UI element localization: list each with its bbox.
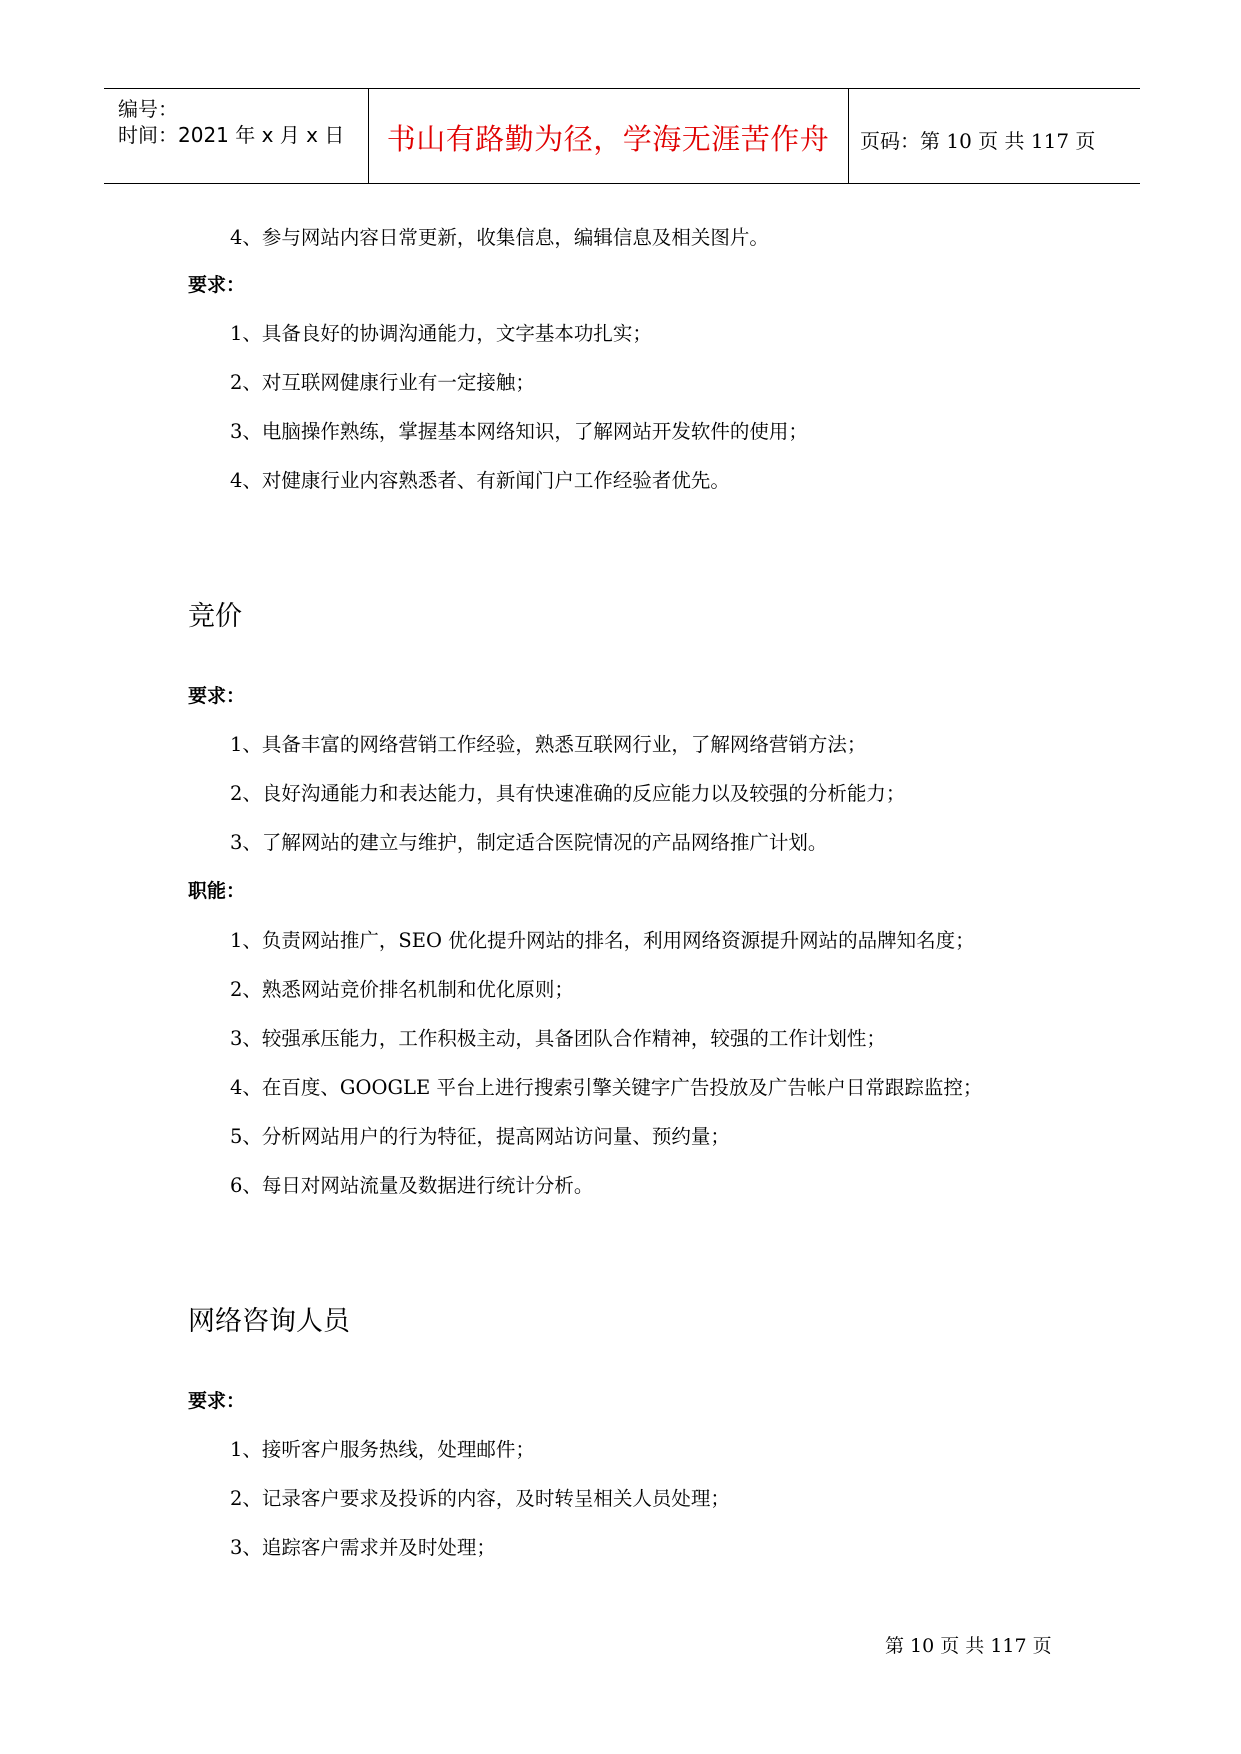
page-code: 页码：第 10 页 共 117 页 [860, 129, 1096, 153]
page-footer: 第 10 页 共 117 页 [885, 1635, 1052, 1657]
list-item: 2、对互联网健康行业有一定接触； [230, 371, 535, 394]
number-label: 编号： [118, 97, 178, 121]
list-item: 4、在百度、GOOGLE 平台上进行搜索引擎关键字广告投放及广告帐户日常跟踪监控； [230, 1076, 983, 1099]
list-item: 3、追踪客户需求并及时处理； [230, 1536, 496, 1559]
requirements-label: 要求： [188, 274, 246, 296]
header-middle-cell [368, 89, 849, 183]
list-item: 1、负责网站推广，SEO 优化提升网站的排名，利用网络资源提升网站的品牌知名度； [230, 929, 975, 952]
list-item: 1、具备良好的协调沟通能力，文字基本功扎实； [230, 322, 652, 345]
list-item: 3、较强承压能力，工作积极主动，具备团队合作精神，较强的工作计划性； [230, 1027, 886, 1050]
section-title-bidding: 竞价 [188, 601, 242, 632]
list-item: 3、了解网站的建立与维护，制定适合医院情况的产品网络推广计划。 [230, 831, 828, 854]
requirements-label: 要求： [188, 1390, 246, 1412]
list-item: 2、良好沟通能力和表达能力，具有快速准确的反应能力以及较强的分析能力； [230, 782, 906, 805]
list-item: 2、记录客户要求及投诉的内容，及时转呈相关人员处理； [230, 1487, 730, 1510]
header-right-cell [848, 89, 1140, 183]
requirements-label: 要求： [188, 685, 246, 707]
duties-label: 职能： [188, 880, 246, 902]
list-item: 4、对健康行业内容熟悉者、有新闻门户工作经验者优先。 [230, 469, 730, 492]
list-item: 6、每日对网站流量及数据进行统计分析。 [230, 1174, 594, 1197]
intro-item: 4、参与网站内容日常更新，收集信息，编辑信息及相关图片。 [230, 226, 769, 249]
list-item: 1、接听客户服务热线，处理邮件； [230, 1438, 535, 1461]
header-left-cell [104, 89, 369, 183]
list-item: 2、熟悉网站竞价排名机制和优化原则； [230, 978, 574, 1001]
section-title-consultant: 网络咨询人员 [188, 1306, 350, 1337]
document-header [104, 88, 1140, 184]
list-item: 3、电脑操作熟练，掌握基本网络知识，了解网站开发软件的使用； [230, 420, 808, 443]
time-label: 时间：2021 年 x 月 x 日 [118, 123, 345, 147]
motto: 书山有路勤为径，学海无涯苦作舟 [386, 122, 830, 156]
list-item: 5、分析网站用户的行为特征，提高网站访问量、预约量； [230, 1125, 730, 1148]
list-item: 1、具备丰富的网络营销工作经验，熟悉互联网行业，了解网络营销方法； [230, 733, 867, 756]
